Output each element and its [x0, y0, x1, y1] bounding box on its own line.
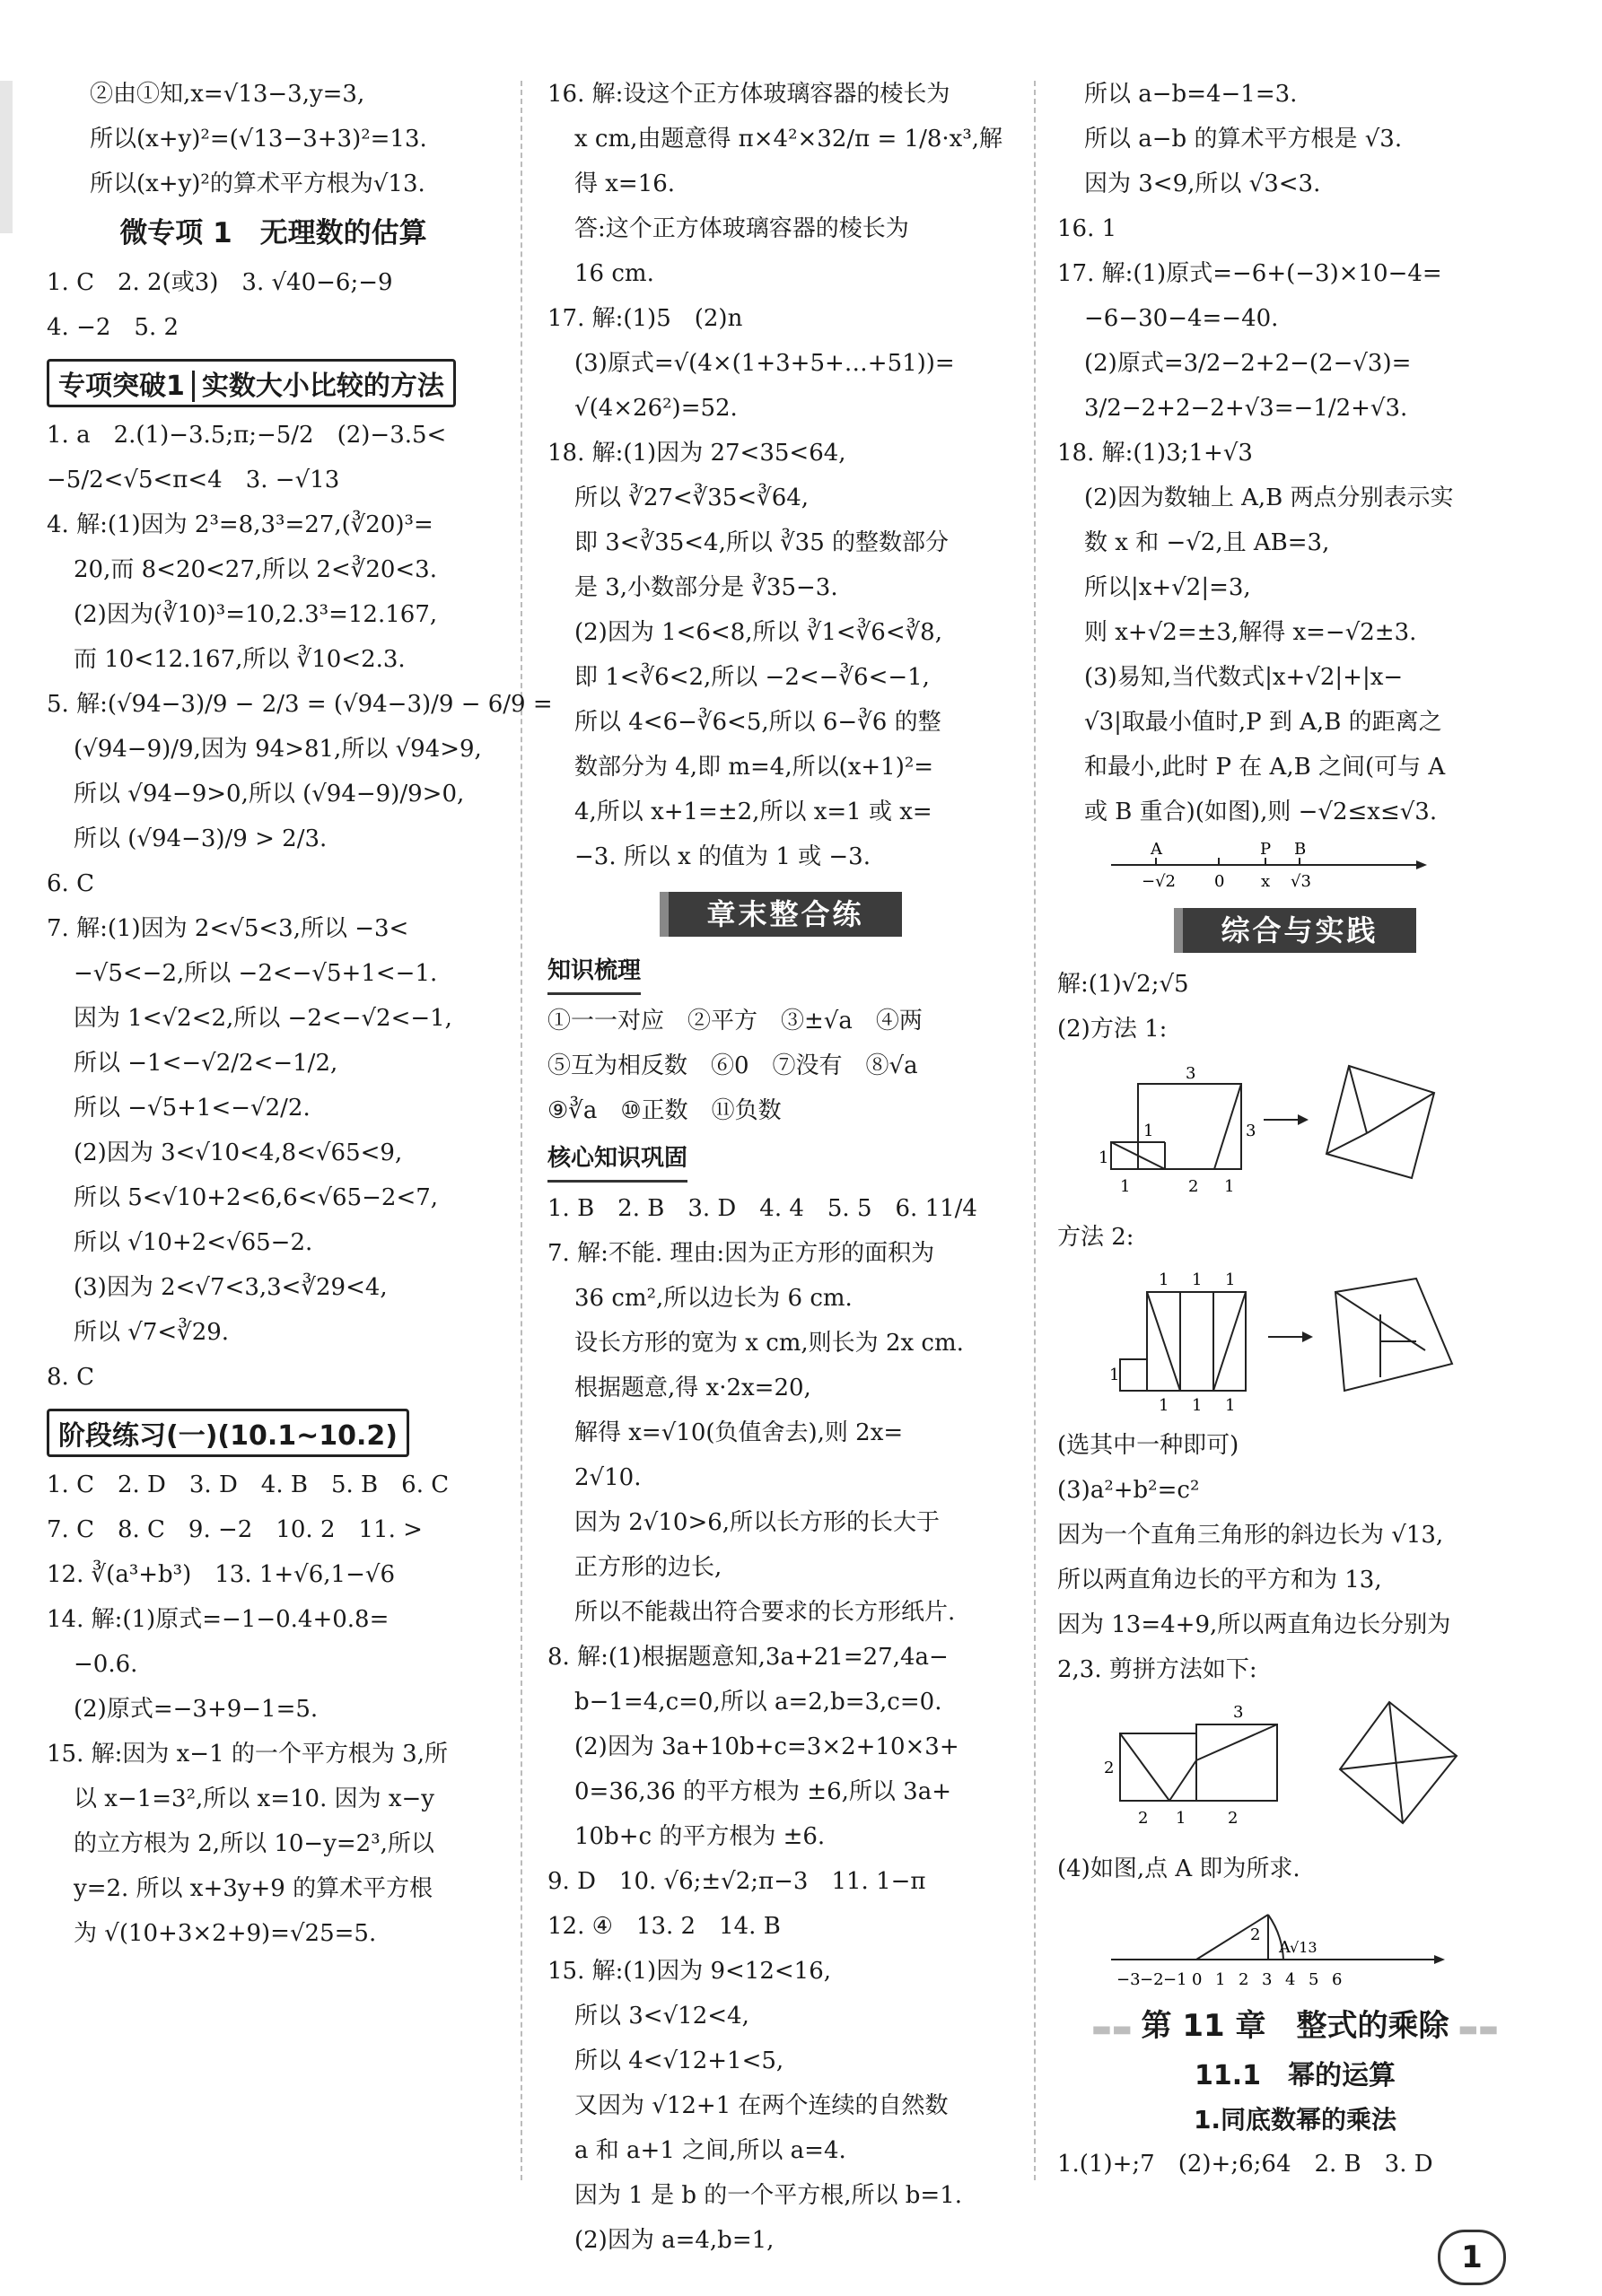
number-line-figure-1	[1057, 840, 1434, 895]
text-line: 即 1<∛6<2,所以 −2<−∛6<−1,	[574, 664, 930, 691]
text-line: 1. B 2. B 3. D 4. 4 5. 5 6. 11/4	[547, 1195, 977, 1222]
text-line: 所以 4<√12+1<5,	[574, 2047, 784, 2074]
text-line: 6. C	[47, 870, 94, 897]
tick-label: −1	[1163, 1970, 1187, 1989]
text-line: 所以 a−b 的算术平方根是 √3.	[1084, 126, 1403, 153]
text-line: 16. 解:设这个正方体玻璃容器的棱长为	[547, 81, 950, 108]
text-line: (3)因为 2<√7<3,3<∛29<4,	[74, 1274, 388, 1301]
text-line: −0.6.	[74, 1651, 138, 1678]
micro-heading: 微专项 1 无理数的估算	[119, 217, 427, 249]
text-line: (3)a²+b²=c²	[1057, 1477, 1200, 1504]
dim-label: 1	[1109, 1366, 1120, 1384]
tick-label: 2	[1239, 1970, 1249, 1989]
text-line: 因为一个直角三角形的斜边长为 √13,	[1057, 1522, 1444, 1549]
text-line: 设长方形的宽为 x cm,则长为 2x cm.	[574, 1330, 964, 1357]
dim-label: 1	[1143, 1122, 1154, 1140]
side-label: 2	[1250, 1925, 1261, 1944]
text-line: (4)如图,点 A 即为所求.	[1057, 1855, 1300, 1882]
text-line: ①一一对应 ②平方 ③±√a ④两	[547, 1008, 923, 1035]
text-line: 9. D 10. √6;±√2;π−3 11. 1−π	[547, 1868, 926, 1895]
text-line: 17. 解:(1)5 (2)n	[547, 305, 743, 332]
text-line: 的立方根为 2,所以 10−y=2³,所以	[74, 1830, 434, 1857]
tick-label: 5	[1309, 1970, 1319, 1989]
point-label: B	[1294, 840, 1307, 859]
text-line: ⑨∛a ⑩正数 ⑪负数	[547, 1097, 782, 1124]
dim-label: 1	[1176, 1809, 1186, 1828]
text-line: 以 x−1=3²,所以 x=10. 因为 x−y	[74, 1785, 434, 1812]
text-line: (2)因为 1<6<8,所以 ∛1<∛6<∛8,	[574, 619, 942, 646]
text-line: 数 x 和 −√2,且 AB=3,	[1084, 529, 1330, 556]
text-line: y=2. 所以 x+3y+9 的算术平方根	[74, 1875, 433, 1902]
text-line: 15. 解:因为 x−1 的一个平方根为 3,所	[47, 1741, 448, 1768]
subsection-title: 1.同底数幂的乘法	[1193, 2105, 1397, 2134]
text-line: 1.(1)+;7 (2)+;6;64 2. B 3. D	[1057, 2151, 1433, 2178]
dim-label: 1	[1120, 1177, 1131, 1196]
text-line: 又因为 √12+1 在两个连续的自然数	[574, 2092, 949, 2119]
text-line: 答:这个正方体玻璃容器的棱长为	[574, 215, 909, 242]
text-line: (√94−9)/9,因为 94>81,所以 √94>9,	[74, 736, 482, 763]
text-line: 12. ∛(a³+b³) 13. 1+√6,1−√6	[47, 1561, 395, 1588]
section-title: 实数大小比较的方法	[201, 371, 444, 402]
text-line: 解得 x=√10(负值舍去),则 2x=	[574, 1419, 904, 1446]
text-line: 方法 2:	[1057, 1224, 1134, 1251]
text-line: 2√10.	[574, 1464, 642, 1491]
tick-label: x	[1261, 872, 1271, 891]
tick-label: −√2	[1142, 872, 1177, 891]
text-line: 7. 解:不能. 理由:因为正方形的面积为	[547, 1240, 935, 1267]
text-line: 因为 13=4+9,所以两直角边长分别为	[1057, 1611, 1451, 1638]
number-line-figure-2	[1057, 1897, 1479, 1995]
text-line: 36 cm²,所以边长为 6 cm.	[574, 1285, 853, 1312]
text-line: 得 x=16.	[574, 170, 676, 197]
dim-label: 1	[1192, 1270, 1203, 1289]
text-line: 所以(x+y)²=(√13−3+3)²=13.	[90, 126, 427, 153]
text-line: 10b+c 的平方根为 ±6.	[574, 1823, 826, 1850]
text-line: 4. −2 5. 2	[47, 314, 179, 341]
text-line: 正方形的边长,	[574, 1554, 722, 1581]
tick-label: −3	[1116, 1970, 1141, 1989]
text-line: 因为 3<9,所以 √3<3.	[1084, 170, 1321, 197]
dissection-figure-part-3	[1057, 1698, 1479, 1841]
text-line: 8. 解:(1)根据题意知,3a+21=27,4a−	[547, 1644, 949, 1671]
page-edge-strip	[0, 81, 13, 233]
text-line: 4,所以 x+1=±2,所以 x=1 或 x=	[574, 799, 932, 825]
text-line: 0=36,36 的平方根为 ±6,所以 3a+	[574, 1778, 951, 1805]
text-line: 14. 解:(1)原式=−1−0.4+0.8=	[47, 1606, 390, 1633]
column-divider	[521, 81, 522, 2180]
text-line: 因为 1 是 b 的一个平方根,所以 b=1.	[574, 2182, 963, 2209]
text-line: a 和 a+1 之间,所以 a=4.	[574, 2137, 846, 2164]
text-line: 1. C 2. 2(或3) 3. √40−6;−9	[47, 269, 393, 296]
text-line: 是 3,小数部分是 ∛35−3.	[574, 574, 838, 601]
dim-label: 2	[1188, 1177, 1199, 1196]
text-line: 7. 解:(1)因为 2<√5<3,所以 −3<	[47, 915, 409, 942]
page-number: 1	[1438, 2230, 1506, 2285]
text-line: 3/2−2+2−2+√3=−1/2+√3.	[1084, 395, 1408, 422]
tick-label: √3	[1291, 872, 1311, 891]
text-line: 4. 解:(1)因为 2³=8,3³=27,(∛20)³=	[47, 511, 433, 538]
text-line: b−1=4,c=0,所以 a=2,b=3,c=0.	[574, 1689, 942, 1715]
tick-label: 1	[1215, 1970, 1226, 1989]
text-line: 即 3<∛35<4,所以 ∛35 的整数部分	[574, 529, 950, 556]
tick-label: 6	[1332, 1970, 1343, 1989]
text-line: (2)原式=3/2−2+2−(2−√3)=	[1084, 350, 1412, 377]
dim-label: 1	[1159, 1396, 1169, 1415]
text-line: 所以 √94−9>0,所以 (√94−9)/9>0,	[74, 781, 465, 808]
dim-label: 1	[1159, 1270, 1169, 1289]
text-line: 16 cm.	[574, 260, 654, 287]
text-line: 所以不能裁出符合要求的长方形纸片.	[574, 1599, 956, 1626]
text-line: 所以 3<√12<4,	[574, 2003, 749, 2030]
text-line: (2)因为 3a+10b+c=3×2+10×3+	[574, 1733, 959, 1760]
column-1	[47, 72, 553, 1956]
chapter-title: ▬▬ 第 11 章 整式的乘除 ▬▬	[1057, 2001, 1533, 2054]
practice-banner: 综合与实践	[1174, 908, 1416, 953]
dim-label: 3	[1246, 1122, 1256, 1140]
text-line: (选其中一种即可)	[1057, 1432, 1239, 1459]
text-line: 7. C 8. C 9. −2 10. 2 11. >	[47, 1516, 423, 1543]
text-line: 所以 5<√10+2<6,6<√65−2<7,	[74, 1184, 439, 1211]
section-title: 阶段练习(一)(10.1~10.2)	[58, 1420, 398, 1452]
column-2	[547, 72, 1014, 2263]
text-line: 15. 解:(1)因为 9<12<16,	[547, 1958, 832, 1985]
column-divider	[1034, 81, 1036, 2180]
dim-label: 2	[1228, 1809, 1239, 1828]
tick-label: 0	[1214, 872, 1225, 891]
text-line: 而 10<12.167,所以 ∛10<2.3.	[74, 646, 406, 673]
point-label: A	[1151, 840, 1162, 859]
dim-label: 1	[1225, 1396, 1236, 1415]
text-line: 为 √(10+3×2+9)=√25=5.	[74, 1920, 377, 1947]
text-line: 5. 解:(√94−3)/9 − 2/3 = (√94−3)/9 − 6/9 =	[47, 691, 553, 718]
column-3	[1057, 72, 1533, 2187]
text-line: 数部分为 4,即 m=4,所以(x+1)²=	[574, 754, 934, 781]
text-line: (2)因为 3<√10<4,8<√65<9,	[74, 1139, 403, 1166]
text-line: (2)因为(∛10)³=10,2.3³=12.167,	[74, 601, 438, 628]
subheading: 知识梳理	[547, 949, 641, 995]
text-line: 20,而 8<20<27,所以 2<∛20<3.	[74, 556, 437, 583]
section-box	[47, 1409, 409, 1457]
text-line: 1. a 2.(1)−3.5;π;−5/2 (2)−3.5<	[47, 422, 447, 449]
point-label: P	[1260, 840, 1272, 859]
text-line: (2)原式=−3+9−1=5.	[74, 1696, 319, 1723]
text-line: 所以 −√5+1<−√2/2.	[74, 1095, 311, 1122]
section-title: 11.1 幂的运算	[1194, 2060, 1396, 2091]
text-line: −√5<−2,所以 −2<−√5+1<−1.	[74, 960, 438, 987]
value-label: √13	[1290, 1939, 1317, 1956]
tick-label: 4	[1285, 1970, 1296, 1989]
dim-label: 3	[1233, 1703, 1244, 1722]
text-line: 根据题意,得 x·2x=20,	[574, 1375, 811, 1401]
text-line: √(4×26²)=52.	[574, 395, 738, 422]
dim-label: 3	[1186, 1064, 1196, 1083]
subheading: 核心知识巩固	[547, 1137, 687, 1183]
text-line: 所以两直角边长的平方和为 13,	[1057, 1567, 1382, 1593]
text-line: 18. 解:(1)3;1+√3	[1057, 440, 1253, 467]
text-line: 所以|x+√2|=3,	[1084, 574, 1251, 601]
dim-label: 1	[1192, 1396, 1203, 1415]
text-line: 所以(x+y)²的算术平方根为√13.	[90, 170, 425, 197]
chapter-review-banner: 章末整合练	[660, 892, 902, 937]
text-line: 17. 解:(1)原式=−6+(−3)×10−4=	[1057, 260, 1442, 287]
tick-label: −2	[1140, 1970, 1164, 1989]
text-line: 解:(1)√2;√5	[1057, 971, 1189, 998]
text-line: (2)因为 a=4,b=1,	[574, 2227, 775, 2254]
text-line: 1. C 2. D 3. D 4. B 5. B 6. C	[47, 1471, 450, 1498]
section-box	[47, 359, 456, 407]
text-line: 所以 (√94−3)/9 > 2/3.	[74, 825, 328, 852]
text-line: 所以 a−b=4−1=3.	[1084, 81, 1298, 108]
text-line: 所以 √7<∛29.	[74, 1319, 230, 1346]
text-line: 所以 √10+2<√65−2.	[74, 1229, 313, 1256]
text-line: 所以 −1<−√2/2<−1/2,	[74, 1050, 338, 1077]
text-line: 12. ④ 13. 2 14. B	[547, 1913, 781, 1940]
text-line: −6−30−4=−40.	[1084, 305, 1279, 332]
dim-label: 2	[1138, 1809, 1149, 1828]
text-line: 2,3. 剪拼方法如下:	[1057, 1656, 1257, 1683]
text-line: (2)方法 1:	[1057, 1016, 1168, 1043]
tick-label: 0	[1192, 1970, 1203, 1989]
dissection-figure-method-1	[1057, 1057, 1479, 1209]
dim-label: 1	[1099, 1148, 1109, 1167]
section-tag: 专项突破1	[58, 371, 195, 402]
text-line: 18. 解:(1)因为 27<35<64,	[547, 440, 846, 467]
text-line: 16. 1	[1057, 215, 1117, 242]
text-line: 则 x+√2=±3,解得 x=−√2±3.	[1084, 619, 1417, 646]
text-line: 所以 ∛27<∛35<∛64,	[574, 485, 810, 511]
text-line: −3. 所以 x 的值为 1 或 −3.	[574, 843, 871, 870]
text-line: ⑤互为相反数 ⑥0 ⑦没有 ⑧√a	[547, 1052, 918, 1079]
text-line: √3|取最小值时,P 到 A,B 的距离之	[1084, 709, 1442, 736]
point-label: A	[1279, 1938, 1291, 1957]
text-line: −5/2<√5<π<4 3. −√13	[47, 467, 340, 493]
text-line: (3)易知,当代数式|x+√2|+|x−	[1084, 664, 1404, 691]
text-line: 和最小,此时 P 在 A,B 之间(可与 A	[1084, 754, 1446, 781]
dissection-figure-method-2	[1057, 1265, 1479, 1418]
dim-label: 2	[1104, 1759, 1115, 1777]
tick-label: 3	[1262, 1970, 1273, 1989]
text-line: (2)因为数轴上 A,B 两点分别表示实	[1084, 485, 1454, 511]
text-line: 8. C	[47, 1364, 94, 1391]
text-line: (3)原式=√(4×(1+3+5+…+51))=	[574, 350, 955, 377]
dim-label: 1	[1224, 1177, 1235, 1196]
text-line: x cm,由题意得 π×4²×32/π = 1/8·x³,解	[574, 126, 1003, 153]
text-line: 或 B 重合)(如图),则 −√2≤x≤√3.	[1084, 799, 1438, 825]
text-line: ②由①知,x=√13−3,y=3,	[90, 81, 365, 108]
text-line: 所以 4<6−∛6<5,所以 6−∛6 的整	[574, 709, 941, 736]
text-line: 因为 1<√2<2,所以 −2<−√2<−1,	[74, 1005, 452, 1032]
text-line: 因为 2√10>6,所以长方形的长大于	[574, 1509, 941, 1536]
dim-label: 1	[1225, 1270, 1236, 1289]
